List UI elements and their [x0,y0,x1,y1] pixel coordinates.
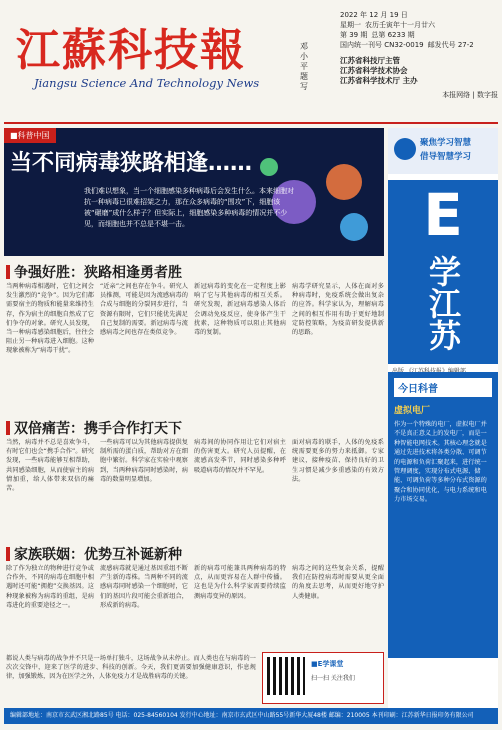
today-title: 今日科普 [394,378,492,397]
issue-total: 总第 6233 期 [371,31,415,39]
issue-code: 国内统一刊号 CN32-0019 [340,41,424,49]
hero-description: 我们难以想象，当一个细胞感染多种病毒后会发生什么。本来细胞对抗一种病毒已很难招架之力，那在众多病毒的“围攻”下，细胞该被“碾磨”成什么样子？但实际上，细胞感染多种病毒的情况并不少见，而细胞也并不总是不堪一击。 [84,187,294,228]
qr-caption: ■E学课堂 [311,660,344,668]
sponsor-line: 江苏省科学技术厅 主办 [340,76,418,85]
newspaper-english-title: Jiangsu Science And Technology News [34,76,260,90]
issue-lunar: 农历壬寅年十一月廿六 [365,21,435,29]
article-column: 病毒之间的这些复杂关系，提醒我们在防控病毒时需要从更全面的角度去思考，从而更好地守护人类健康。 [292,565,384,600]
qr-code-icon[interactable] [267,657,305,695]
today-body: 作为一个特殊的电厂，虚拟电厂并不是真正意义上的发电厂，而是一种智能电网技术。其核心理念就是通过先进技术将各类分散、可调节的电源和负荷汇聚起来，进行统一管理调度，实现分布式电源、储能、可调负荷等多种分布式资源的聚合和协同优化，与电力系统和电力市场交易。 [394,421,487,504]
issue-info [340,10,498,100]
issue-number: 第 39 期 [340,31,368,39]
article-column: 新冠病毒的变化在一定程度上影响了它与其他病毒的相互关系。研究发现，新冠病毒感染人体后会调动免疫反应，使身体产生干扰素，这种物质可以阻止其他病毒的复制。 [194,283,286,337]
inscription-char: 平 [300,62,308,71]
section-title-competition: 争强好胜：狭路相逢勇者胜 [6,262,182,282]
section-tag: ■科普中国 [4,128,56,143]
logo-letter: E [423,181,463,249]
today-science-panel [388,372,498,658]
article-column: 新的病毒可能兼具两种病毒的特点，从而更容易在人群中传播。这也是为什么科学家需要持续监测病毒变异的原因。 [194,565,286,600]
article-column: “近亲”之间也存在争斗。研究人员推测，可能是因为流感病毒的合成与细胞的分裂同步进行，当资源有限时，它们只能优先满足自己复制的需要。新冠病毒与流感病毒之间也存在类似竞争。 [100,283,188,337]
hero-banner [4,128,384,256]
sponsor-line: 江苏省科学技术协会 [340,66,408,75]
article-column: 除了作为独立的物种进行竞争或合作外，不同的病毒在细胞中相遇时还可能“拥抱”交换基因。这种现象被称为病毒的重组，是病毒进化的重要途径之一。 [6,565,94,609]
e-logo-icon [394,138,416,160]
title-inscription [300,42,330,92]
sponsor-line: 江苏省科技厅主管 [340,56,400,65]
qr-box [262,652,384,704]
masthead-divider [4,122,498,124]
inscription-char: 写 [300,82,308,91]
e-study-block [388,180,498,364]
footer-bar: 编辑部地址：南京市玄武区湘北路85号 电话：025-84560104 发行中心地址：南京市玄武区中山路55号新华大厦48楼 邮编：210005 本刊印刷：江苏新华日报印务有限公司 [4,708,498,724]
sidebar [388,128,498,720]
section-title-cooperation: 双倍痛苦：携手合作打天下 [6,418,182,438]
banner-subtitle: 借导智慧学习 [420,152,472,162]
inscription-char: 邓 [300,42,308,51]
article-column: 一些病毒可以为其他病毒提供复制所需的蛋白质，帮助对方在细胞中繁衍。科学家在实验中观察到，当两种病毒同时感染时，病毒的数量明显增加。 [100,439,188,483]
article-column: 面对病毒的联手，人体的免疫系统需要更多的努力来抵御。专家建议，接种疫苗、保持良好的卫生习惯是减少多重感染的有效方法。 [292,439,384,483]
issue-date: 2022 年 12 月 19 日 [340,11,408,19]
qr-note: 扫一扫 关注我们 [311,675,355,682]
article-column: 病毒学研究显示，人体在面对多种病毒时，免疫系统会做出复杂的应答。科学家认为，理解病毒之间的相互作用有助于更好地制定防控策略，为疫苗研发提供新的思路。 [292,283,384,337]
banner-title: 聚焦学习智慧 [420,138,472,148]
article-column: 病毒间的协同作用让它们对宿主的伤害更大。研究人员提醒，在流感高发季节，同时感染多种呼吸道病毒的情况并不罕见。 [194,439,286,474]
inscription-char: 题 [300,72,308,81]
article-column: 当然，病毒并不总是喜欢争斗，有时它们也会“携手合作”。研究发现，一些病毒能够互相帮助，共同感染细胞，从而使宿主的病情加重，给人体带来双倍的痛苦。 [6,439,94,493]
inscription-char: 小 [300,52,308,61]
section-title-recombination: 家族联姻：优势互补诞新种 [6,544,182,564]
issue-weekday: 星期一 [340,21,361,29]
digital-edition-link[interactable]: 本报网络 | 数字报 [442,91,498,99]
today-heading: 虚拟电厂 [394,406,431,416]
vertical-title: 学江苏 [424,255,462,351]
closing-paragraph: 都说人类与病毒的战争并不只是一场单打独斗，这场战争从未停止。而人类也在与病毒的一次次交锋中，迎来了医学的进步、科技的创新。今天，我们更需要加强健康意识，作息规律，加强锻炼，因为在医学之外，人体免疫力才是战胜病毒的关键。 [6,655,256,681]
issue-postal: 邮发代号 27-2 [427,41,474,49]
newspaper-title: 江蘇科技報 [16,25,246,76]
article-column: 流感病毒就是通过基因重组不断产生新的毒株。当两种不同的流感病毒同时感染一个细胞时，它们的基因片段可能会重新组合，形成新的病毒。 [100,565,188,609]
hero-headline: 当不同病毒狭路相逢…… [10,151,253,176]
article-column: 当两种病毒相遇时，它们之间会发生激烈的“竞争”。因为它们都需要宿主的物质和能量来维持生存，作为宿主的细胞自然成了它们争夺的对象。研究人员发现，当一种病毒感染细胞后，往往会阻止另一种病毒进入细胞。这种现象被称为“病毒干扰”。 [6,283,94,355]
sidebar-banner [388,128,498,174]
masthead [12,14,297,100]
